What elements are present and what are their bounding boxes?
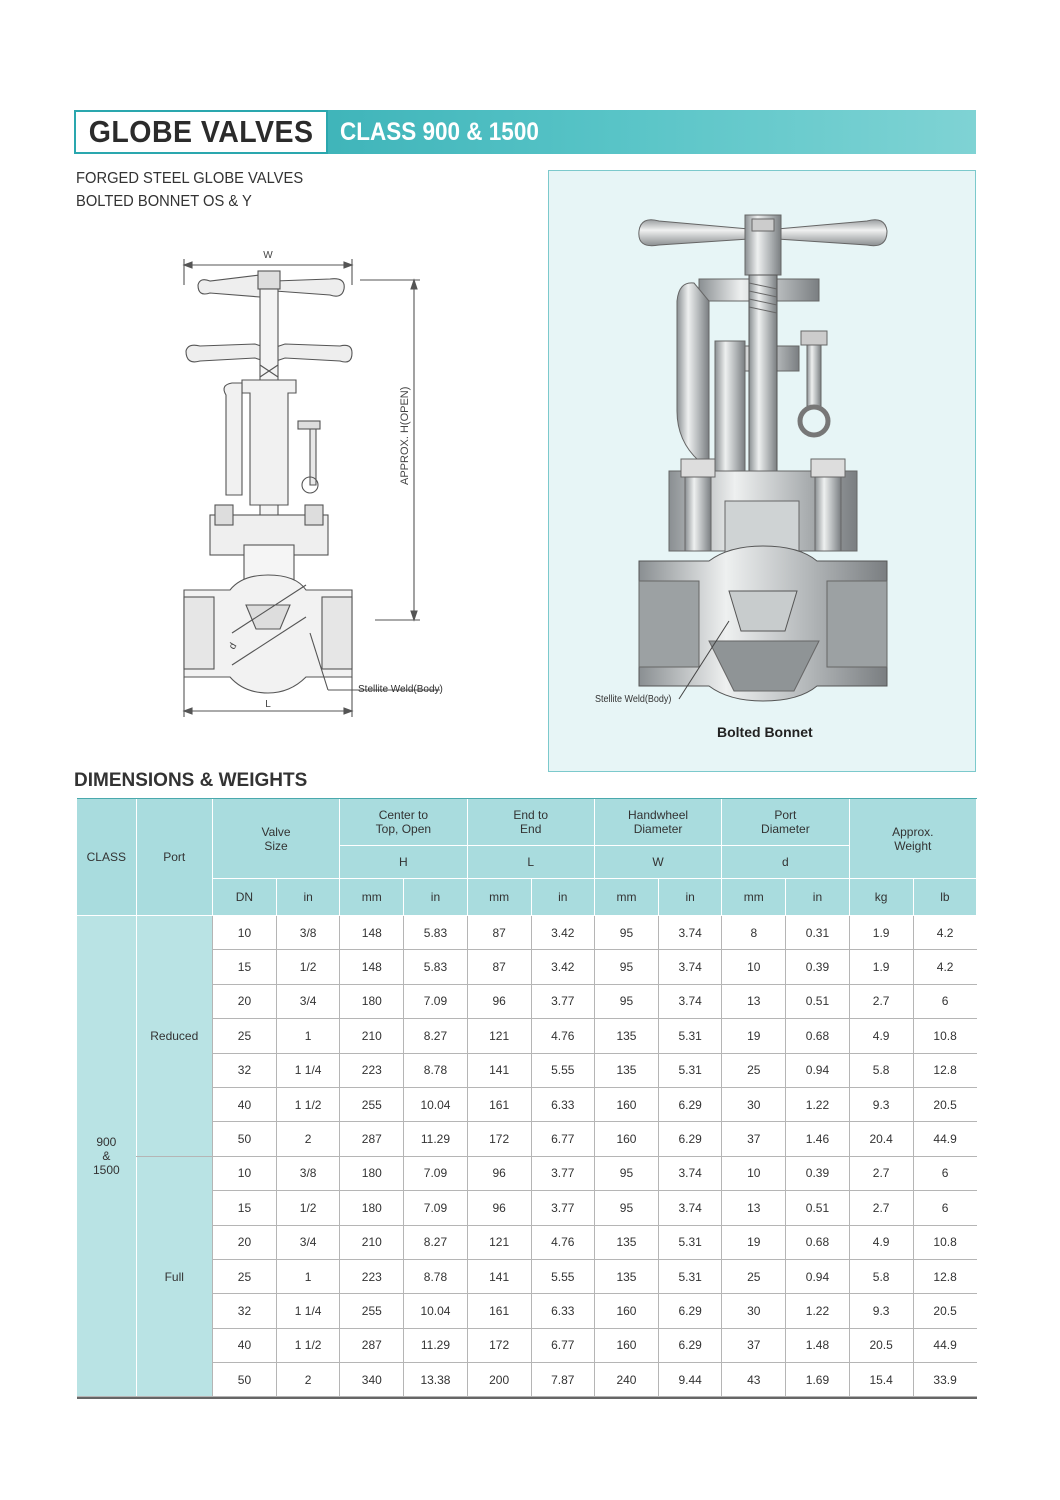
table-row	[77, 1122, 977, 1156]
dim-label-h: APPROX. H(OPEN)	[399, 386, 411, 485]
table-cell: 8	[722, 916, 786, 950]
table-cell: 40	[212, 1087, 276, 1121]
header-symbol-h: H	[340, 846, 467, 879]
table-cell: 25	[722, 1259, 786, 1293]
table-cell: 255	[340, 1087, 404, 1121]
table-cell: 10	[722, 950, 786, 984]
drawing-weld-label: Stellite Weld(Body)	[358, 684, 443, 695]
table-cell: 5.83	[404, 950, 467, 984]
table-cell: 11.29	[404, 1328, 467, 1362]
page-title: GLOBE VALVES	[88, 114, 314, 149]
table-cell: 1.22	[786, 1087, 849, 1121]
table-cell: 160	[594, 1328, 658, 1362]
photo-weld-label: Stellite Weld(Body)	[595, 694, 672, 705]
table-cell: 0.51	[786, 1191, 849, 1225]
table-cell: 1	[277, 1019, 340, 1053]
table-cell: 43	[722, 1363, 786, 1397]
table-cell: 96	[467, 984, 531, 1018]
table-cell: 8.78	[404, 1259, 467, 1293]
table-cell: 6.29	[659, 1122, 722, 1156]
table-cell: 5.8	[849, 1259, 913, 1293]
table-cell: 3/4	[277, 1225, 340, 1259]
table-row	[77, 1191, 977, 1225]
table-cell: 33.9	[913, 1363, 976, 1397]
cutaway-valve-image	[549, 171, 975, 771]
table-cell: 10.04	[404, 1294, 467, 1328]
unit-header: in	[277, 879, 340, 916]
dim-label-l: L	[265, 699, 271, 710]
table-cell: 160	[594, 1294, 658, 1328]
unit-header: in	[786, 879, 849, 916]
table-cell: 0.68	[786, 1019, 849, 1053]
table-cell: 15.4	[849, 1363, 913, 1397]
table-cell: 12.8	[913, 1053, 976, 1087]
unit-header: in	[531, 879, 594, 916]
table-bottom-rule	[77, 1397, 977, 1399]
section-title: DIMENSIONS & WEIGHTS	[74, 770, 308, 791]
valve-technical-drawing	[170, 245, 470, 720]
table-cell: 6.33	[531, 1087, 594, 1121]
table-cell: 20	[212, 984, 276, 1018]
table-row	[77, 1053, 977, 1087]
table-cell: 4.2	[913, 916, 976, 950]
table-cell: 10	[722, 1156, 786, 1190]
table-cell: 1	[277, 1259, 340, 1293]
table-cell: 5.83	[404, 916, 467, 950]
table-cell: 240	[594, 1363, 658, 1397]
unit-header: lb	[913, 879, 976, 916]
table-cell: 1.46	[786, 1122, 849, 1156]
table-cell: 4.2	[913, 950, 976, 984]
table-cell: 6.33	[531, 1294, 594, 1328]
table-cell: 20.5	[913, 1294, 976, 1328]
table-cell: 1.9	[849, 916, 913, 950]
table-cell: 6.29	[659, 1294, 722, 1328]
table-cell: 135	[594, 1053, 658, 1087]
table-cell: 3.77	[531, 1156, 594, 1190]
table-cell: 13.38	[404, 1363, 467, 1397]
table-cell: 7.09	[404, 1191, 467, 1225]
table-cell: 135	[594, 1259, 658, 1293]
table-cell: 200	[467, 1363, 531, 1397]
table-cell: 10.04	[404, 1087, 467, 1121]
description-line-1: FORGED STEEL GLOBE VALVES	[76, 170, 304, 187]
table-cell: 20	[212, 1225, 276, 1259]
table-cell: 15	[212, 1191, 276, 1225]
dim-label-w: W	[263, 250, 273, 261]
table-cell: 30	[722, 1294, 786, 1328]
table-row	[77, 916, 977, 950]
table-cell: 161	[467, 1087, 531, 1121]
table-cell: 0.31	[786, 916, 849, 950]
table-row	[77, 1259, 977, 1293]
table-cell: 210	[340, 1019, 404, 1053]
table-cell: 2.7	[849, 984, 913, 1018]
table-cell: 8.78	[404, 1053, 467, 1087]
table-cell: 13	[722, 1191, 786, 1225]
table-cell: 96	[467, 1156, 531, 1190]
table-cell: 37	[722, 1122, 786, 1156]
table-cell: 20.5	[913, 1087, 976, 1121]
title-banner	[74, 110, 976, 154]
table-row	[77, 1328, 977, 1362]
table-cell: 44.9	[913, 1122, 976, 1156]
table-cell: 87	[467, 916, 531, 950]
table-cell: 8.27	[404, 1019, 467, 1053]
table-cell: 172	[467, 1122, 531, 1156]
table-cell: 2.7	[849, 1156, 913, 1190]
table-row	[77, 1156, 977, 1190]
table-cell: 3.74	[659, 1191, 722, 1225]
table-cell: 7.09	[404, 984, 467, 1018]
table-cell: 141	[467, 1053, 531, 1087]
table-cell: 30	[722, 1087, 786, 1121]
table-cell: 1 1/4	[277, 1294, 340, 1328]
table-cell: 20.4	[849, 1122, 913, 1156]
table-cell: 3.74	[659, 1156, 722, 1190]
table-cell: 1.22	[786, 1294, 849, 1328]
table-cell: 19	[722, 1019, 786, 1053]
table-cell: 11.29	[404, 1122, 467, 1156]
table-cell: 1/2	[277, 1191, 340, 1225]
table-cell: 25	[212, 1019, 276, 1053]
header-valve-size: Valve Size	[212, 799, 339, 879]
table-cell: 0.39	[786, 950, 849, 984]
table-cell: 32	[212, 1294, 276, 1328]
table-cell: 255	[340, 1294, 404, 1328]
table-cell: 6.77	[531, 1122, 594, 1156]
table-cell: 10.8	[913, 1019, 976, 1053]
unit-header: in	[659, 879, 722, 916]
header-class: CLASS	[77, 799, 136, 916]
table-cell: 287	[340, 1328, 404, 1362]
table-cell: 3/4	[277, 984, 340, 1018]
table-cell: 19	[722, 1225, 786, 1259]
class-subtitle: CLASS 900 & 1500	[340, 117, 539, 146]
port-cell: Full	[136, 1156, 212, 1397]
table-cell: 6	[913, 984, 976, 1018]
table-cell: 5.31	[659, 1053, 722, 1087]
table-cell: 223	[340, 1259, 404, 1293]
unit-header: mm	[467, 879, 531, 916]
table-cell: 4.9	[849, 1225, 913, 1259]
table-cell: 180	[340, 1191, 404, 1225]
table-cell: 1 1/2	[277, 1328, 340, 1362]
table-cell: 160	[594, 1122, 658, 1156]
header-end-to-end: End to End	[467, 799, 594, 846]
table-row	[77, 1363, 977, 1397]
table-cell: 50	[212, 1363, 276, 1397]
table-cell: 13	[722, 984, 786, 1018]
table-cell: 287	[340, 1122, 404, 1156]
table-cell: 10	[212, 916, 276, 950]
table-cell: 44.9	[913, 1328, 976, 1362]
table-cell: 340	[340, 1363, 404, 1397]
table-cell: 6.29	[659, 1328, 722, 1362]
table-cell: 0.39	[786, 1156, 849, 1190]
table-cell: 1/2	[277, 950, 340, 984]
table-cell: 6	[913, 1156, 976, 1190]
unit-header: mm	[340, 879, 404, 916]
table-cell: 37	[722, 1328, 786, 1362]
header-port: Port	[136, 799, 212, 916]
table-cell: 7.09	[404, 1156, 467, 1190]
table-cell: 8.27	[404, 1225, 467, 1259]
table-cell: 4.76	[531, 1225, 594, 1259]
dimensions-weights-table	[77, 799, 977, 1397]
table-cell: 5.55	[531, 1053, 594, 1087]
table-cell: 5.31	[659, 1225, 722, 1259]
table-cell: 10	[212, 1156, 276, 1190]
table-cell: 9.44	[659, 1363, 722, 1397]
table-cell: 148	[340, 950, 404, 984]
table-cell: 160	[594, 1087, 658, 1121]
table-cell: 0.68	[786, 1225, 849, 1259]
unit-header: in	[404, 879, 467, 916]
table-cell: 223	[340, 1053, 404, 1087]
table-cell: 180	[340, 984, 404, 1018]
table-cell: 0.51	[786, 984, 849, 1018]
table-cell: 3.42	[531, 950, 594, 984]
table-cell: 148	[340, 916, 404, 950]
table-row	[77, 1019, 977, 1053]
port-cell: Reduced	[136, 916, 212, 1157]
table-cell: 25	[212, 1259, 276, 1293]
dim-label-d: d	[227, 641, 240, 652]
class-subtitle-box	[340, 110, 561, 154]
table-cell: 95	[594, 916, 658, 950]
table-cell: 4.9	[849, 1019, 913, 1053]
table-cell: 9.3	[849, 1294, 913, 1328]
table-cell: 1.48	[786, 1328, 849, 1362]
table-cell: 3.42	[531, 916, 594, 950]
class-cell: 900 & 1500	[77, 916, 136, 1397]
table-cell: 12.8	[913, 1259, 976, 1293]
table-cell: 3/8	[277, 916, 340, 950]
table-cell: 6.29	[659, 1087, 722, 1121]
table-cell: 1 1/4	[277, 1053, 340, 1087]
header-port-diameter: Port Diameter	[722, 799, 849, 846]
table-cell: 141	[467, 1259, 531, 1293]
table-cell: 20.5	[849, 1328, 913, 1362]
table-cell: 95	[594, 1191, 658, 1225]
table-cell: 121	[467, 1225, 531, 1259]
table-row	[77, 1087, 977, 1121]
table-row	[77, 984, 977, 1018]
unit-header: DN	[212, 879, 276, 916]
table-cell: 25	[722, 1053, 786, 1087]
table-cell: 95	[594, 984, 658, 1018]
table-cell: 2	[277, 1363, 340, 1397]
table-cell: 32	[212, 1053, 276, 1087]
table-cell: 4.76	[531, 1019, 594, 1053]
page-title-box	[74, 110, 328, 154]
table-cell: 5.55	[531, 1259, 594, 1293]
table-cell: 87	[467, 950, 531, 984]
header-symbol-d: d	[722, 846, 849, 879]
header-handwheel: Handwheel Diameter	[594, 799, 721, 846]
table-cell: 3.74	[659, 916, 722, 950]
table-cell: 180	[340, 1156, 404, 1190]
table-cell: 121	[467, 1019, 531, 1053]
unit-header: kg	[849, 879, 913, 916]
header-symbol-w: W	[594, 846, 721, 879]
table-cell: 6	[913, 1191, 976, 1225]
table-cell: 7.87	[531, 1363, 594, 1397]
table-cell: 3.77	[531, 1191, 594, 1225]
table-cell: 3.74	[659, 984, 722, 1018]
table-cell: 0.94	[786, 1259, 849, 1293]
table-row	[77, 950, 977, 984]
table-cell: 135	[594, 1225, 658, 1259]
unit-header: mm	[594, 879, 658, 916]
table-cell: 2.7	[849, 1191, 913, 1225]
table-row	[77, 1225, 977, 1259]
table-cell: 1.9	[849, 950, 913, 984]
table-cell: 3.77	[531, 984, 594, 1018]
table-cell: 1 1/2	[277, 1087, 340, 1121]
table-cell: 5.8	[849, 1053, 913, 1087]
table-cell: 95	[594, 1156, 658, 1190]
table-cell: 3/8	[277, 1156, 340, 1190]
table-cell: 5.31	[659, 1259, 722, 1293]
header-symbol-l: L	[467, 846, 594, 879]
table-cell: 1.69	[786, 1363, 849, 1397]
cutaway-photo-panel	[548, 170, 976, 772]
description-line-2: BOLTED BONNET OS & Y	[76, 193, 252, 210]
header-weight: Approx. Weight	[849, 799, 976, 879]
table-cell: 6.77	[531, 1328, 594, 1362]
table-cell: 5.31	[659, 1019, 722, 1053]
table-row	[77, 1294, 977, 1328]
table-cell: 172	[467, 1328, 531, 1362]
header-center-to-top: Center to Top, Open	[340, 799, 467, 846]
unit-header: mm	[722, 879, 786, 916]
table-cell: 3.74	[659, 950, 722, 984]
table-cell: 2	[277, 1122, 340, 1156]
table-cell: 40	[212, 1328, 276, 1362]
table-cell: 50	[212, 1122, 276, 1156]
table-cell: 95	[594, 950, 658, 984]
table-cell: 161	[467, 1294, 531, 1328]
table-cell: 15	[212, 950, 276, 984]
table-cell: 9.3	[849, 1087, 913, 1121]
table-cell: 210	[340, 1225, 404, 1259]
table-cell: 0.94	[786, 1053, 849, 1087]
table-cell: 10.8	[913, 1225, 976, 1259]
photo-caption: Bolted Bonnet	[717, 724, 813, 740]
table-cell: 135	[594, 1019, 658, 1053]
table-cell: 96	[467, 1191, 531, 1225]
